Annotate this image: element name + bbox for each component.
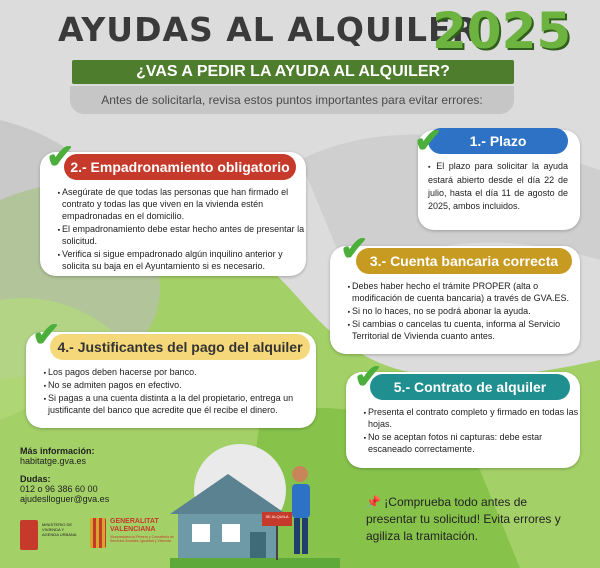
check-icon: ✔ [354, 358, 383, 396]
gva-logo-text-2: VALENCIANA [110, 526, 156, 533]
question-banner: ¿VAS A PEDIR LA AYUDA AL ALQUILER? [72, 60, 514, 84]
doubts-label: Dudas: [20, 474, 51, 484]
list-item: • Asegúrate de que todas las personas que han firmado el contrato y todas las que viven en la vivienda estén empadronadas en el domicilio. [62, 186, 310, 222]
contact-block [20, 446, 150, 504]
plazo-text: El plazo para solicitar la ayuda estará abierto desde el día 22 de julio, hasta el día 11 de agosto de 2025, ambos incluidos. [428, 161, 568, 211]
check-icon: ✔ [340, 230, 369, 268]
email[interactable]: ajudeslloguer@gva.es [20, 494, 110, 504]
phone[interactable]: 012 o 96 386 60 00 [20, 484, 98, 494]
house-sign-text: SE ALQUILA [265, 514, 289, 519]
list-item: • Si no lo haces, no se podrá abonar la ayuda. [352, 305, 584, 317]
check-icon: ✔ [46, 138, 75, 176]
house-illustration [170, 440, 340, 568]
gva-logo-subtext: Vicepresidencia Primera y Conselleria de Servicios Sociales, Igualdad y Vivienda [110, 535, 174, 543]
final-message [366, 494, 576, 545]
check-icon: ✔ [32, 316, 61, 354]
check-icon: ✔ [414, 122, 443, 160]
card-plazo: ▪ El plazo para solicitar la ayuda estará abierto desde el día 22 de julio, hasta el día 11 de agosto de 2025, ambos incluidos. [418, 130, 580, 230]
plazo-title: 1.- Plazo [428, 128, 568, 154]
list-item: • Si cambias o cancelas tu cuenta, informa al Servicio Territorial de Vivienda cuanto antes. [352, 318, 584, 342]
intro-text: Antes de solicitarla, revisa estos puntos importantes para evitar errores: [70, 86, 514, 114]
list-item: • Verifica si sigue empadronado algún inquilino anterior y solicita su baja en el Ayuntamiento si es necesario. [62, 248, 310, 272]
list-item: • Debes haber hecho el trámite PROPER (alta o modificación de cuenta bancaria) a través de GVA.ES. [352, 280, 584, 304]
info-url[interactable]: habitatge.gva.es [20, 456, 87, 466]
justificantes-title: 4.- Justificantes del pago del alquiler [50, 334, 310, 360]
info-label: Más información: [20, 446, 95, 456]
list-item: • No se aceptan fotos ni capturas: debe estar escaneado correctamente. [368, 431, 584, 455]
empadronamiento-title: 2.- Empadronamiento obligatorio [64, 154, 296, 180]
gva-logo-text-1: GENERALITAT [110, 518, 159, 525]
contrato-title: 5.- Contrato de alquiler [370, 374, 570, 400]
list-item: • Presenta el contrato completo y firmado en todas las hojas. [368, 406, 584, 430]
list-item: • Si pagas a una cuenta distinta a la del propietario, entrega un justificante del banco que acredite que él recibe el dinero. [48, 392, 320, 416]
year-label: 2025 [432, 2, 572, 60]
page-title: AYUDAS AL ALQUILER [58, 10, 478, 49]
list-item: • El empadronamiento debe estar hecho antes de presentar la solicitud. [62, 223, 310, 247]
ministerio-logo [20, 520, 82, 554]
pin-icon: 📌 [366, 495, 381, 509]
list-item: • Los pagos deben hacerse por banco. [48, 366, 320, 378]
list-item: • No se admiten pagos en efectivo. [48, 379, 320, 391]
cuenta-title: 3.- Cuenta bancaria correcta [356, 248, 572, 274]
ministerio-logo-text: MINISTERIO DE VIVIENDA Y AGENDA URBANA [42, 522, 77, 537]
final-message-text: ¡Comprueba todo antes de presentar tu solicitud! Evita errores y agiliza la tramitación. [366, 495, 561, 543]
